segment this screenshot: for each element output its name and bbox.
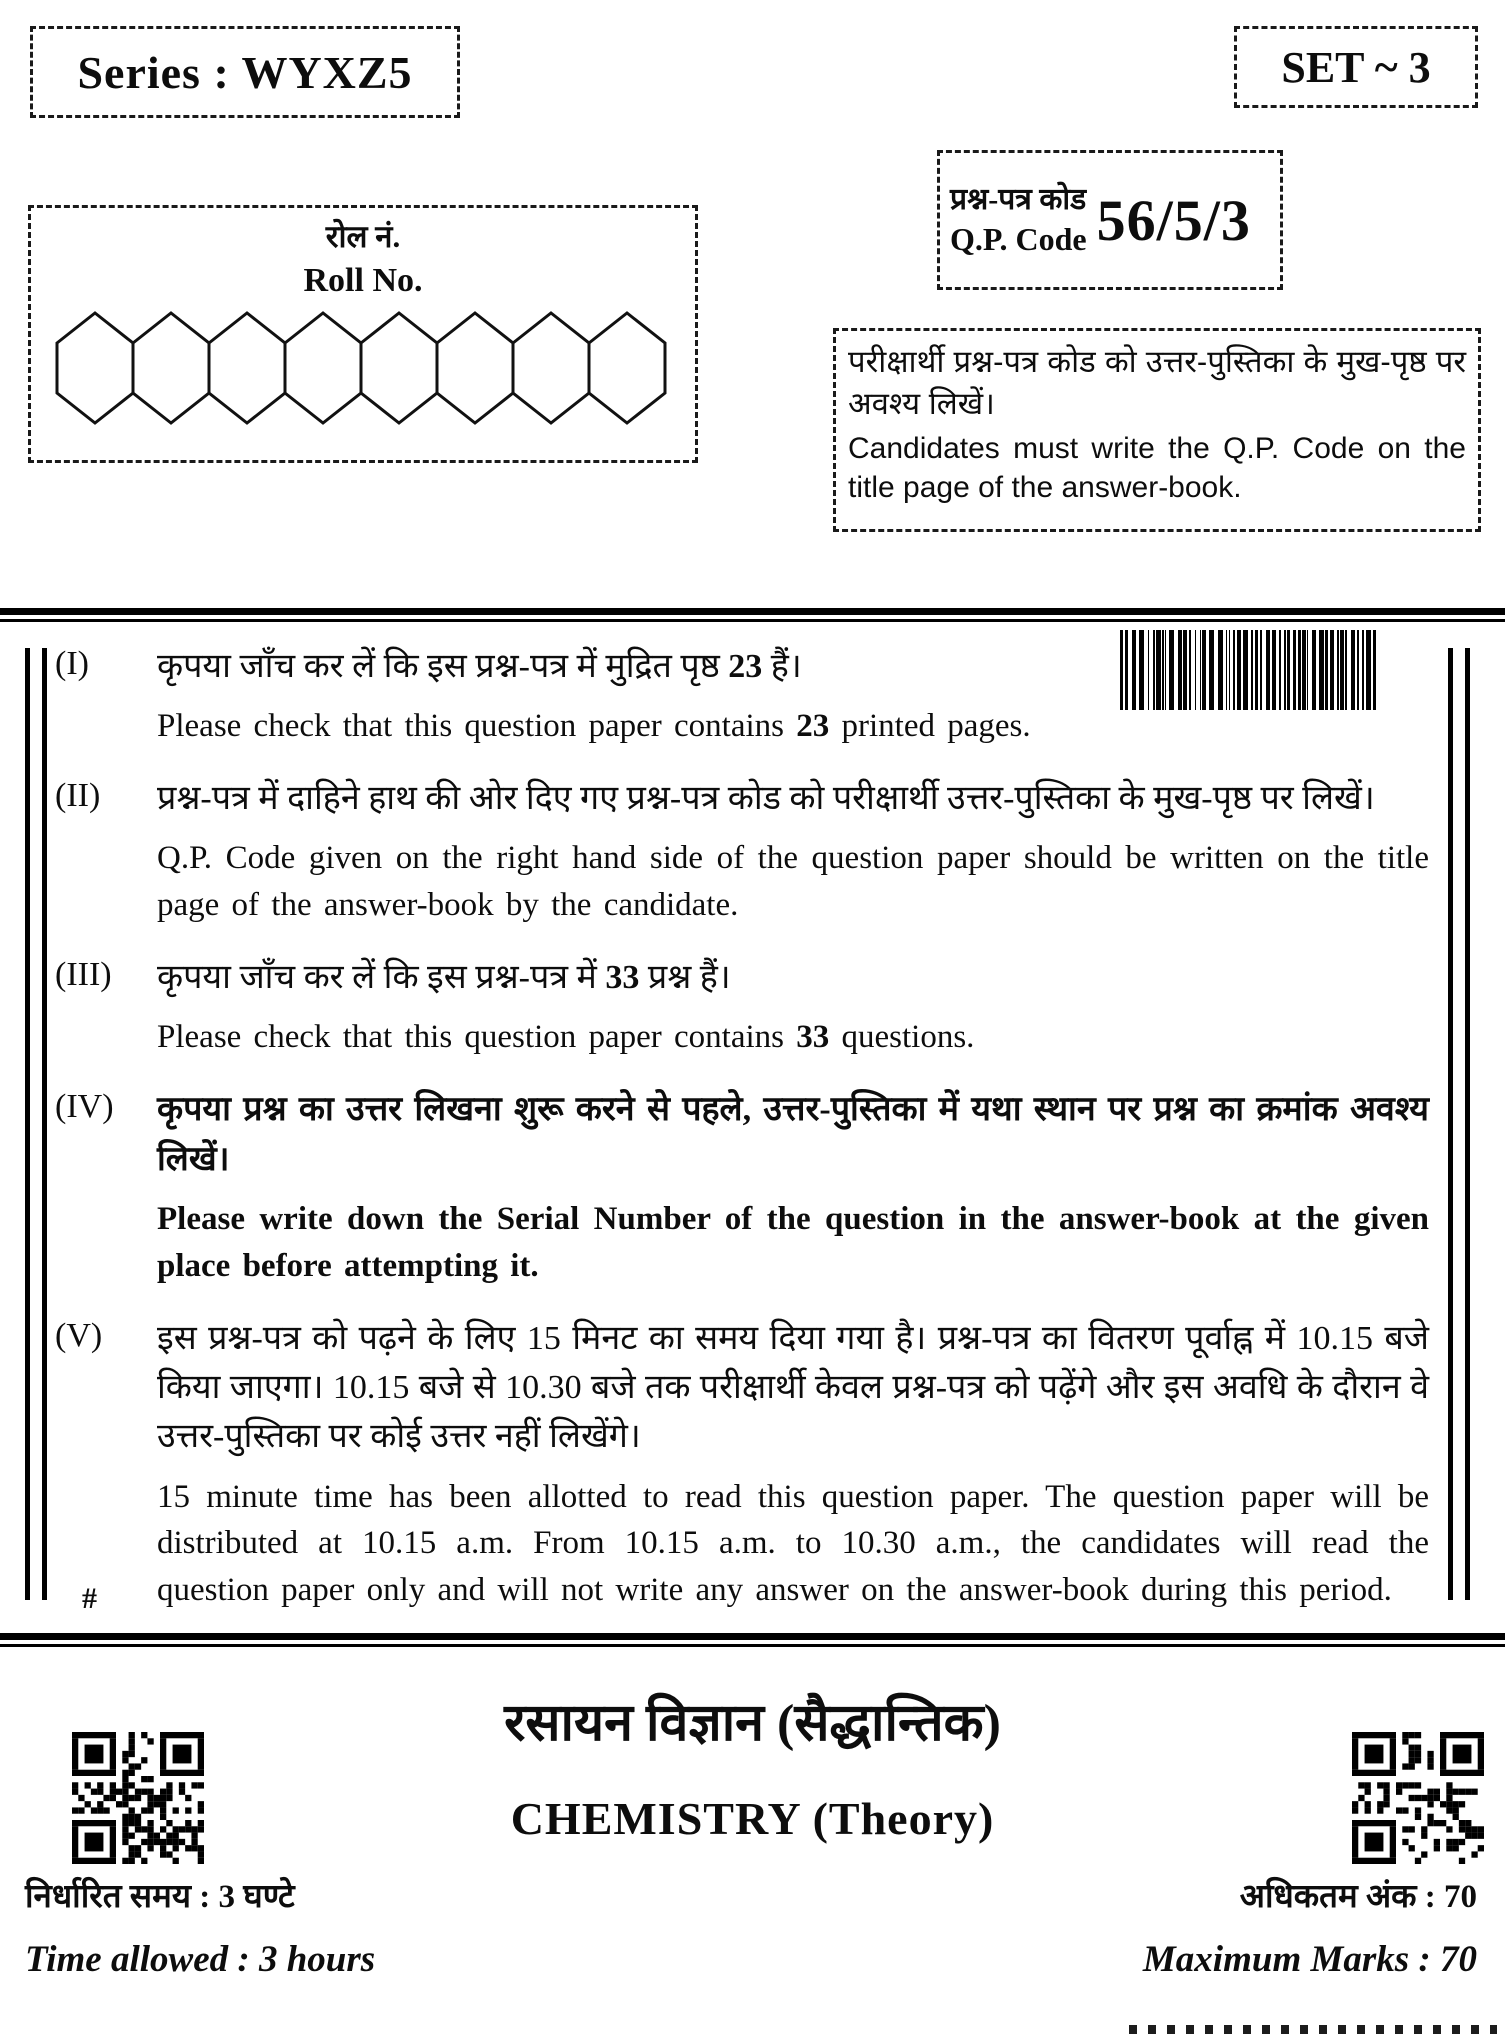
bottom-divider-rule <box>0 1633 1505 1647</box>
instruction-text-hindi: कृपया जाँच कर लें कि इस प्रश्न-पत्र में मुद्रित पृष्ठ 23 हैं। <box>157 648 802 685</box>
instruction-text-english: Q.P. Code given on the right hand side of the question paper should be written on the title page of the answer-book by the candidate. <box>157 840 1429 924</box>
roll-label-english: Roll No. <box>303 262 423 300</box>
instruction-text-hindi: प्रश्न-पत्र में दाहिने हाथ की ओर दिए गए प्रश्न-पत्र कोड को परीक्षार्थी उत्तर-पुस्तिका के मुख-पृष्ठ पर लिखें। <box>157 780 1375 818</box>
qp-code-notice-box <box>833 328 1481 532</box>
clipped-print-marks <box>1129 2025 1497 2034</box>
roll-number-cells <box>31 309 695 432</box>
instruction-text-english: Please write down the Serial Number of the question in the answer-book at the given place before attempting it. <box>157 1200 1429 1284</box>
instruction-text-hindi: कृपया जाँच कर लें कि इस प्रश्न-पत्र में 33 प्रश्न हैं। <box>157 959 731 997</box>
general-instructions <box>55 642 1435 1638</box>
series-box <box>30 26 460 118</box>
instruction-item <box>55 774 1435 929</box>
maximum-marks-english: Maximum Marks : 70 <box>1142 1939 1477 1980</box>
roll-number-box <box>28 205 698 463</box>
set-label: SET ~ 3 <box>1281 42 1431 92</box>
notice-text-hindi: परीक्षार्थी प्रश्न-पत्र कोड को उत्तर-पुस्तिका के मुख-पृष्ठ पर अवश्य लिखें। <box>848 344 1466 421</box>
qr-code-left <box>72 1732 204 1864</box>
series-label: Series : WYXZ5 <box>77 46 413 98</box>
hash-mark: # <box>82 1582 97 1615</box>
instruction-text-english: 15 minute time has been allotted to read this question paper. The question paper will be distributed at 10.15 a.m. From 10.15 a.m. to 10.30 a.m., the candidates will read the question paper only and will not write any answer on the answer-book during this period. <box>157 1478 1429 1609</box>
instruction-number: (V) <box>55 1316 103 1354</box>
instruction-number: (II) <box>55 777 101 815</box>
set-box <box>1234 26 1478 108</box>
hexagon-cells-graphic <box>55 309 671 427</box>
time-allowed-hindi: निर्धारित समय : 3 घण्टे <box>25 1879 295 1915</box>
instruction-text-english: Please check that this question paper contains 23 printed pages. <box>157 708 1031 745</box>
instruction-text-english: Please check that this question paper contains 33 questions. <box>157 1019 975 1056</box>
instructions-left-border <box>25 648 47 1600</box>
instructions-right-border <box>1448 648 1470 1600</box>
time-allowed-english: Time allowed : 3 hours <box>25 1939 376 1980</box>
qr-code-right <box>1352 1732 1484 1864</box>
subject-title-hindi: रसायन विज्ञान (सैद्धान्तिक) <box>504 1695 1001 1752</box>
qp-code-label-hindi: प्रश्न-पत्र कोड <box>950 183 1087 217</box>
instruction-number: (III) <box>55 956 112 994</box>
top-divider-rule <box>0 608 1505 622</box>
instruction-item <box>55 1314 1435 1614</box>
qp-code-value: 56/5/3 <box>1096 187 1251 253</box>
qp-code-label-english: Q.P. Code <box>950 220 1087 257</box>
instruction-item <box>55 642 1435 750</box>
instruction-number: (I) <box>55 645 89 682</box>
notice-text-english: Candidates must write the Q.P. Code on the title page of the answer-book. <box>848 431 1466 504</box>
instruction-item <box>55 1085 1435 1289</box>
instruction-number: (IV) <box>55 1088 114 1126</box>
roll-label-hindi: रोल नं. <box>325 219 401 254</box>
subject-title-english: CHEMISTRY (Theory) <box>510 1793 995 1844</box>
qp-code-box <box>937 150 1283 290</box>
instruction-text-hindi: इस प्रश्न-पत्र को पढ़ने के लिए 15 मिनट का समय दिया गया है। प्रश्न-पत्र का वितरण पूर्वाह्न में 10.15 बजे किया जाएगा। 10.15 बजे से 10.30 बजे तक परीक्षार्थी केवल प्रश्न-पत्र को पढ़ेंगे और इस अवधि के दौरान वे उत्तर-पुस्तिका पर कोई उत्तर नहीं लिखेंगे। <box>157 1319 1429 1456</box>
instruction-text-hindi: कृपया प्रश्न का उत्तर लिखना शुरू करने से पहले, उत्तर-पुस्तिका में यथा स्थान पर प्रश्न का क्रमांक अवश्य लिखें। <box>157 1091 1429 1178</box>
instruction-item <box>55 953 1435 1061</box>
maximum-marks-hindi: अधिकतम अंक : 70 <box>1239 1879 1477 1915</box>
